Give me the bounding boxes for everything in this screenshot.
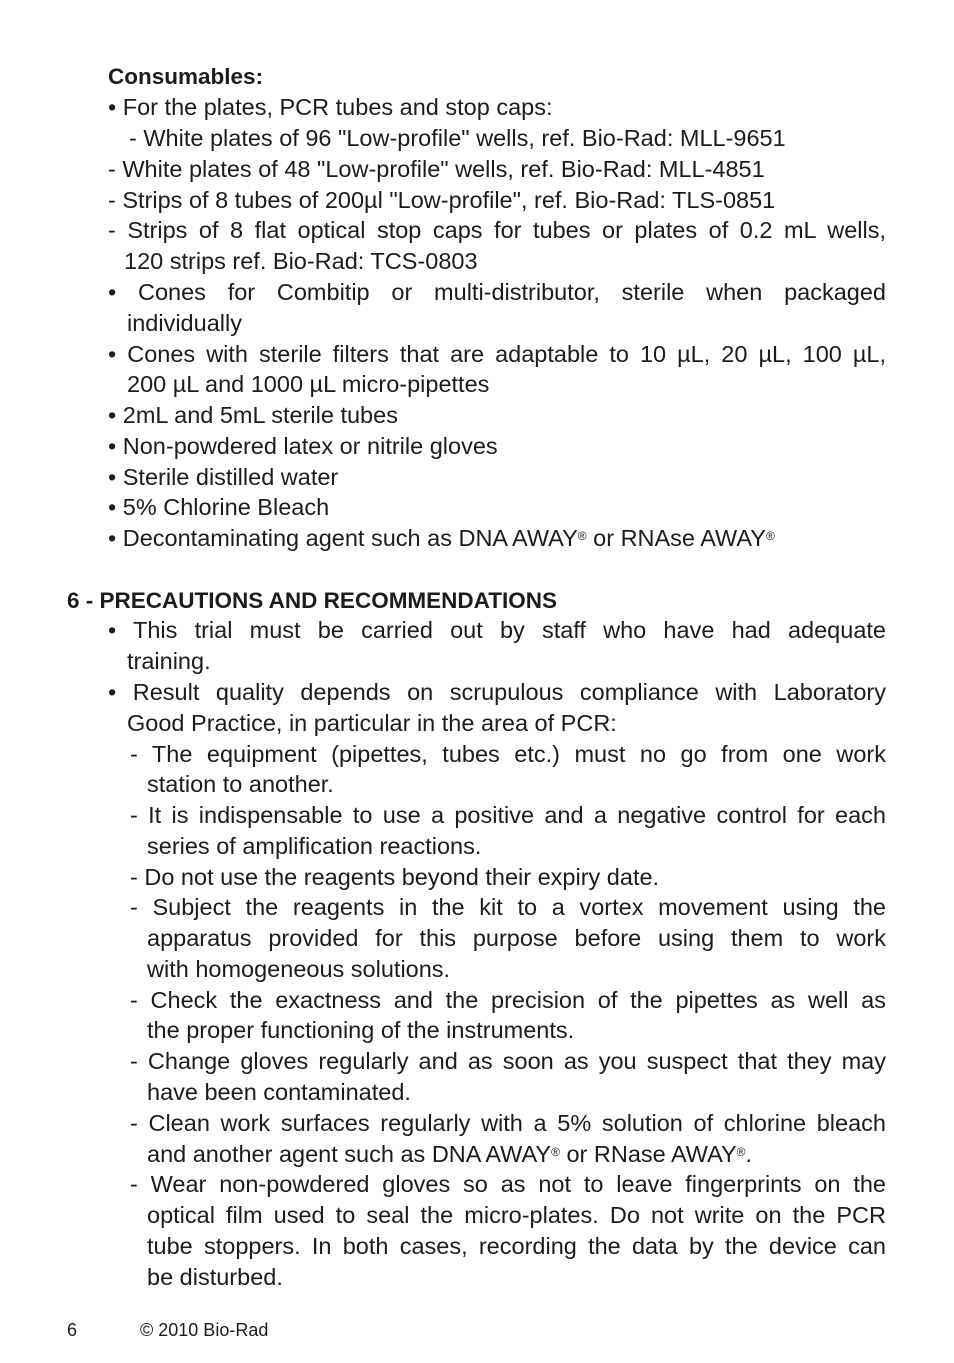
precaution-line: - Subject the reagents in the kit to a vortex movement using the: [130, 894, 886, 920]
precaution-line: apparatus provided for this purpose before using them to work: [147, 925, 886, 951]
precaution-line: Good Practice, in particular in the area of PCR:: [127, 710, 617, 736]
precaution-line: series of amplification reactions.: [147, 833, 482, 859]
consumables-line: individually: [127, 310, 242, 336]
precaution-line: - It is indispensable to use a positive and a negative control for each: [130, 802, 886, 828]
precaution-line: • Result quality depends on scrupulous compliance with Laboratory: [108, 679, 886, 705]
consumables-line: - White plates of 48 "Low-profile" wells, ref. Bio-Rad: MLL-4851: [108, 156, 765, 182]
precaution-line: be disturbed.: [147, 1264, 283, 1290]
consumables-line: 200 µL and 1000 µL micro-pipettes: [127, 371, 490, 397]
precaution-line: have been contaminated.: [147, 1079, 411, 1105]
precaution-line: - Check the exactness and the precision of the pipettes as well as: [130, 987, 886, 1013]
consumables-line: - Strips of 8 flat optical stop caps for tubes or plates of 0.2 mL wells,: [108, 217, 886, 243]
precaution-line: tube stoppers. In both cases, recording the data by the device can: [147, 1233, 886, 1259]
copyright: © 2010 Bio-Rad: [140, 1320, 269, 1340]
precaution-line: station to another.: [147, 771, 334, 797]
consumables-line: • Non-powdered latex or nitrile gloves: [108, 433, 498, 459]
page-number: 6: [67, 1320, 78, 1340]
precaution-line: with homogeneous solutions.: [147, 956, 451, 982]
registered-mark: ®: [765, 529, 775, 543]
consumables-line: • Decontaminating agent such as DNA AWAY® or RNAse AWAY®: [108, 525, 775, 551]
consumables-line: • Sterile distilled water: [108, 464, 339, 490]
precaution-line: optical film used to seal the micro-plates. Do not write on the PCR: [147, 1202, 886, 1228]
consumables-line: 120 strips ref. Bio-Rad: TCS-0803: [124, 248, 478, 274]
precaution-line: - The equipment (pipettes, tubes etc.) must no go from one work: [130, 741, 886, 767]
precaution-line: training.: [127, 648, 211, 674]
consumables-heading: Consumables:: [108, 64, 264, 89]
precaution-line: - Clean work surfaces regularly with a 5% solution of chlorine bleach: [130, 1110, 886, 1136]
consumables-line: • For the plates, PCR tubes and stop caps:: [108, 94, 553, 120]
registered-mark: ®: [551, 1145, 560, 1159]
precaution-line: - Change gloves regularly and as soon as you suspect that they may: [130, 1048, 886, 1074]
precaution-line: - Wear non-powdered gloves so as not to leave fingerprints on the: [130, 1171, 886, 1197]
registered-mark: ®: [736, 1145, 746, 1159]
precaution-line: the proper functioning of the instruments.: [147, 1017, 575, 1043]
section-heading: 6 - PRECAUTIONS AND RECOMMENDATIONS: [67, 588, 558, 613]
consumables-line: - Strips of 8 tubes of 200µl "Low-profile", ref. Bio-Rad: TLS-0851: [108, 187, 776, 213]
consumables-line: • 5% Chlorine Bleach: [108, 494, 330, 520]
precaution-line: - Do not use the reagents beyond their expiry date.: [130, 864, 660, 890]
consumables-line: • Cones for Combitip or multi-distributor, sterile when packaged: [108, 279, 886, 305]
precaution-line: and another agent such as DNA AWAY® or RNase AWAY®.: [147, 1141, 753, 1167]
consumables-line: • 2mL and 5mL sterile tubes: [108, 402, 398, 428]
consumables-line: • Cones with sterile filters that are adaptable to 10 µL, 20 µL, 100 µL,: [108, 341, 886, 367]
precaution-line: • This trial must be carried out by staff who have had adequate: [108, 617, 886, 643]
consumables-line: - White plates of 96 "Low-profile" wells, ref. Bio-Rad: MLL-9651: [129, 125, 786, 151]
registered-mark: ®: [577, 529, 587, 543]
